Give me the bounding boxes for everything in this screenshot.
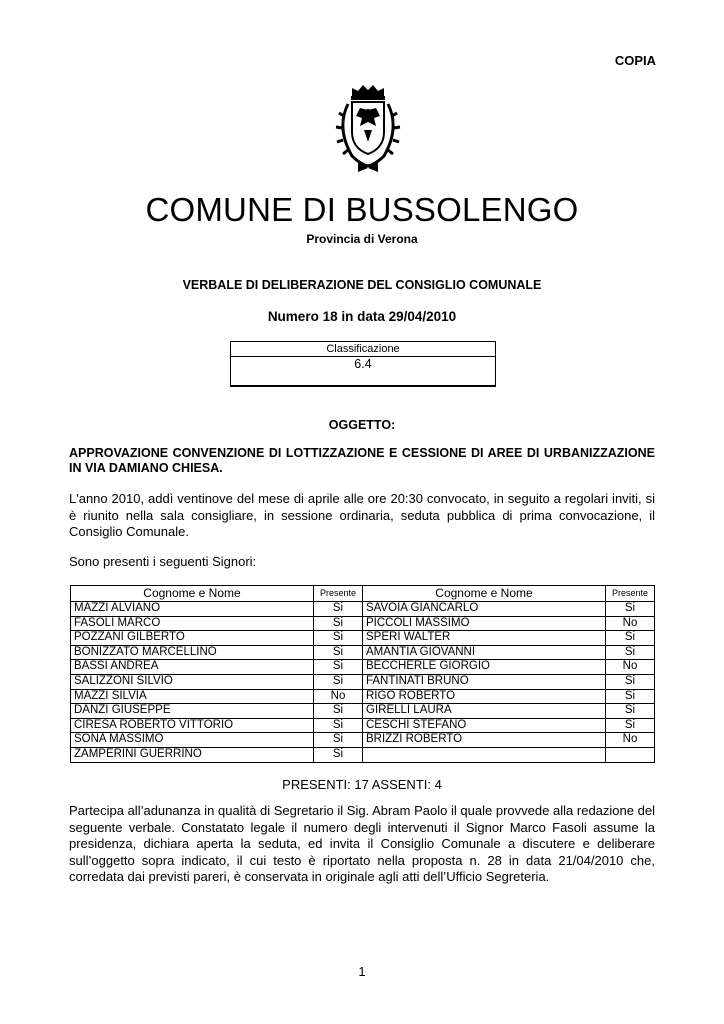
present-cell: No bbox=[606, 733, 655, 748]
table-header-row bbox=[71, 586, 655, 602]
closing-paragraph: Partecipa all’adunanza in qualità di Segretario il Sig. Abram Paolo il quale provvede alla redazione del seguente verbale. Constatato legale il numero degli intervenuti il Signor Marco Fasoli assume la presidenza, dichiara aperta la seduta, ed invita il Consiglio Comunale a discutere e deliberare sull’oggetto sopra indicato, il cui testo è riportato nella proposta n. 28 in data 21/04/2010 che, corredata dai previsti pareri, è conservata in originale agli atti dell’Ufficio Segreteria. bbox=[69, 803, 655, 884]
subject-text: APPROVAZIONE CONVENZIONE DI LOTTIZZAZIONE E CESSIONE DI AREE DI URBANIZZAZIONE IN VIA DAMIANO CHIESA. bbox=[69, 446, 655, 475]
present-cell: Si bbox=[606, 718, 655, 733]
member-name-cell: FANTINATI BRUNO bbox=[363, 674, 606, 689]
present-cell: Si bbox=[314, 602, 363, 617]
present-cell: Si bbox=[606, 674, 655, 689]
member-name-cell: SALIZZONI SILVIO bbox=[71, 674, 314, 689]
member-name-cell: CESCHI STEFANO bbox=[363, 718, 606, 733]
table-row bbox=[71, 602, 655, 617]
member-name-cell bbox=[363, 747, 606, 762]
table-row bbox=[71, 616, 655, 631]
member-name-cell: MAZZI ALVIANO bbox=[71, 602, 314, 617]
present-cell: Si bbox=[314, 747, 363, 762]
table-row bbox=[71, 674, 655, 689]
table-row bbox=[71, 733, 655, 748]
member-name-cell: BECCHERLE GIORGIO bbox=[363, 660, 606, 675]
column-header-name: Cognome e Nome bbox=[71, 586, 314, 602]
table-row bbox=[71, 704, 655, 719]
resolution-number: Numero 18 in data 29/04/2010 bbox=[267, 309, 457, 324]
member-name-cell: DANZI GIUSEPPE bbox=[71, 704, 314, 719]
member-name-cell: FASOLI MARCO bbox=[71, 616, 314, 631]
present-cell: Si bbox=[314, 660, 363, 675]
member-name-cell: BONIZZATO MARCELLINO bbox=[71, 645, 314, 660]
present-cell: Si bbox=[606, 631, 655, 646]
present-cell: Si bbox=[314, 645, 363, 660]
page-number: 1 bbox=[358, 964, 366, 979]
present-cell: Si bbox=[314, 674, 363, 689]
present-cell: Si bbox=[606, 704, 655, 719]
member-name-cell: PICCOLI MASSIMO bbox=[363, 616, 606, 631]
attendance-summary: PRESENTI: 17 ASSENTI: 4 bbox=[282, 777, 442, 792]
member-name-cell: ZAMPERINI GUERRINO bbox=[71, 747, 314, 762]
copy-label: COPIA bbox=[614, 53, 656, 68]
table-row bbox=[71, 718, 655, 733]
present-cell: Si bbox=[606, 689, 655, 704]
table-row bbox=[71, 689, 655, 704]
table-row bbox=[71, 645, 655, 660]
present-cell: Si bbox=[314, 616, 363, 631]
column-header-present: Presente bbox=[314, 586, 363, 602]
classification-label: Classificazione bbox=[231, 342, 495, 357]
present-cell: Si bbox=[314, 631, 363, 646]
classification-value: 6.4 bbox=[354, 357, 372, 371]
member-name-cell: BASSI ANDREA bbox=[71, 660, 314, 675]
classification-box bbox=[230, 341, 496, 387]
table-row bbox=[71, 747, 655, 762]
member-name-cell: SPERI WALTER bbox=[363, 631, 606, 646]
present-cell: No bbox=[314, 689, 363, 704]
member-name-cell: RIGO ROBERTO bbox=[363, 689, 606, 704]
subject-heading: OGGETTO: bbox=[328, 418, 396, 432]
attendance-table bbox=[70, 585, 655, 763]
document-type-heading: VERBALE DI DELIBERAZIONE DEL CONSIGLIO COMUNALE bbox=[182, 278, 542, 292]
column-header-present: Presente bbox=[606, 586, 655, 602]
member-name-cell: GIRELLI LAURA bbox=[363, 704, 606, 719]
member-name-cell: SAVOIA GIANCARLO bbox=[363, 602, 606, 617]
column-header-name: Cognome e Nome bbox=[363, 586, 606, 602]
table-row bbox=[71, 660, 655, 675]
present-cell bbox=[606, 747, 655, 762]
member-name-cell: SONA MASSIMO bbox=[71, 733, 314, 748]
present-cell: Si bbox=[314, 704, 363, 719]
attendees-intro: Sono presenti i seguenti Signori: bbox=[69, 554, 257, 569]
present-cell: No bbox=[606, 616, 655, 631]
member-name-cell: MAZZI SILVIA bbox=[71, 689, 314, 704]
present-cell: Si bbox=[606, 602, 655, 617]
present-cell: No bbox=[606, 660, 655, 675]
present-cell: Si bbox=[314, 733, 363, 748]
member-name-cell: BRIZZI ROBERTO bbox=[363, 733, 606, 748]
present-cell: Si bbox=[314, 718, 363, 733]
table-row bbox=[71, 631, 655, 646]
present-cell: Si bbox=[606, 645, 655, 660]
municipality-title: COMUNE DI BUSSOLENGO bbox=[145, 191, 579, 228]
coat-of-arms-icon bbox=[330, 82, 406, 174]
intro-paragraph: L'anno 2010, addì ventinove del mese di aprile alle ore 20:30 convocato, in seguito a regolari inviti, si è riunito nella sala consigliare, in sessione ordinaria, seduta pubblica di prima convocazione, il Consiglio Comunale. bbox=[69, 491, 655, 539]
member-name-cell: AMANTIA GIOVANNI bbox=[363, 645, 606, 660]
member-name-cell: CIRESA ROBERTO VITTORIO bbox=[71, 718, 314, 733]
province-subtitle: Provincia di Verona bbox=[306, 232, 418, 246]
member-name-cell: POZZANI GILBERTO bbox=[71, 631, 314, 646]
